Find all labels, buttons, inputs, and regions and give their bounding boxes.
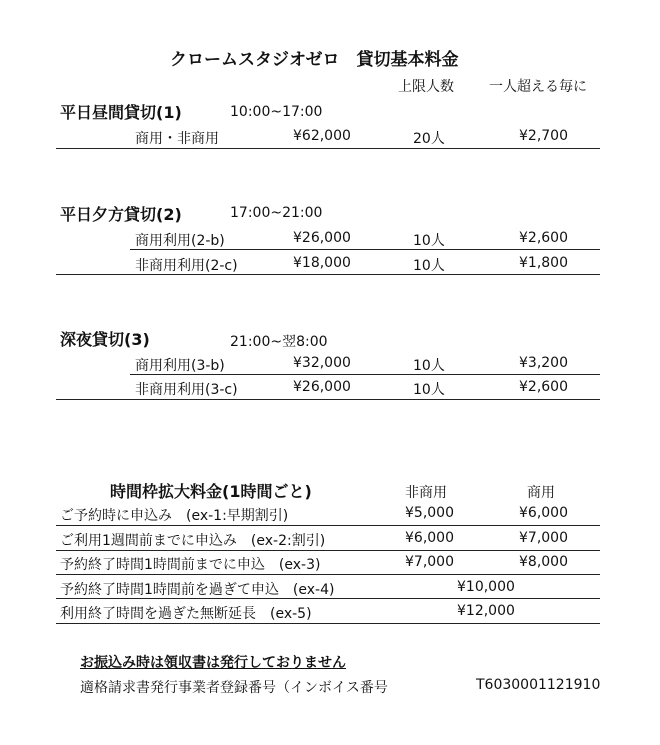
row-capacity: 20人: [413, 131, 445, 147]
ext-row-label: ご利用1週間前までに申込み (ex-2:割引): [60, 533, 326, 549]
row-price: ¥32,000: [293, 355, 351, 371]
row-capacity: 10人: [413, 382, 445, 398]
row-label: 非商用利用(3-c): [135, 382, 238, 398]
section-weekday-day-name: 平日昼間貸切(1): [60, 103, 182, 122]
invoice-number: T6030001121910: [476, 677, 601, 693]
extension-noncommercial-header: 非商用: [405, 485, 447, 501]
extra-person-header: 一人超える毎に: [489, 79, 587, 95]
divider: [56, 525, 600, 526]
ext-row-label: ご予約時に申込み (ex-1:早期割引): [60, 508, 289, 524]
row-price: ¥62,000: [293, 128, 351, 144]
row-label: 商用利用(3-b): [135, 358, 225, 374]
divider: [56, 574, 600, 575]
section-late-night-name: 深夜貸切(3): [60, 330, 150, 349]
divider: [56, 148, 600, 149]
divider: [56, 598, 600, 599]
ext-row-commercial: ¥8,000: [519, 554, 568, 570]
divider: [130, 249, 600, 250]
capacity-header: 上限人数: [398, 79, 454, 95]
ext-row-commercial: ¥6,000: [519, 505, 568, 521]
section-weekday-evening-name: 平日夕方貸切(2): [60, 205, 182, 224]
extension-title: 時間枠拡大料金(1時間ごと): [110, 482, 312, 501]
extension-commercial-header: 商用: [527, 485, 555, 501]
ext-row-commercial: ¥7,000: [519, 530, 568, 546]
row-price: ¥26,000: [293, 379, 351, 395]
ext-row-noncommercial: ¥5,000: [405, 505, 454, 521]
section-late-night-time: 21:00~翌8:00: [230, 334, 328, 350]
row-extra: ¥2,700: [519, 128, 568, 144]
receipt-notice: お振込み時は領収書は発行しておりません: [80, 655, 346, 671]
row-price: ¥26,000: [293, 230, 351, 246]
section-weekday-evening-time: 17:00~21:00: [230, 205, 323, 221]
divider: [56, 274, 600, 275]
row-capacity: 10人: [413, 258, 445, 274]
row-capacity: 10人: [413, 233, 445, 249]
row-extra: ¥2,600: [519, 379, 568, 395]
ext-row-label: 予約終了時間1時間前までに申込 (ex-3): [60, 557, 321, 573]
ext-row-noncommercial: ¥6,000: [405, 530, 454, 546]
ext-row-label: 予約終了時間1時間前を過ぎて申込 (ex-4): [60, 582, 335, 598]
divider: [56, 399, 600, 400]
divider: [130, 374, 600, 375]
row-extra: ¥2,600: [519, 230, 568, 246]
row-label: 非商用利用(2-c): [135, 258, 238, 274]
row-capacity: 10人: [413, 358, 445, 374]
section-weekday-day-time: 10:00~17:00: [230, 104, 323, 120]
ext-row-label: 利用終了時間を過ぎた無断延長 (ex-5): [60, 606, 312, 622]
ext-row-combined: ¥12,000: [457, 603, 515, 619]
ext-row-noncommercial: ¥7,000: [405, 554, 454, 570]
divider: [56, 550, 600, 551]
row-price: ¥18,000: [293, 255, 351, 271]
invoice-label: 適格請求書発行事業者登録番号（インボイス番号: [80, 680, 388, 696]
row-label: 商用・非商用: [135, 131, 219, 147]
divider: [56, 623, 600, 624]
ext-row-combined: ¥10,000: [457, 579, 515, 595]
row-label: 商用利用(2-b): [135, 233, 225, 249]
row-extra: ¥1,800: [519, 255, 568, 271]
page-title: クロームスタジオゼロ 貸切基本料金: [170, 50, 459, 70]
row-extra: ¥3,200: [519, 355, 568, 371]
